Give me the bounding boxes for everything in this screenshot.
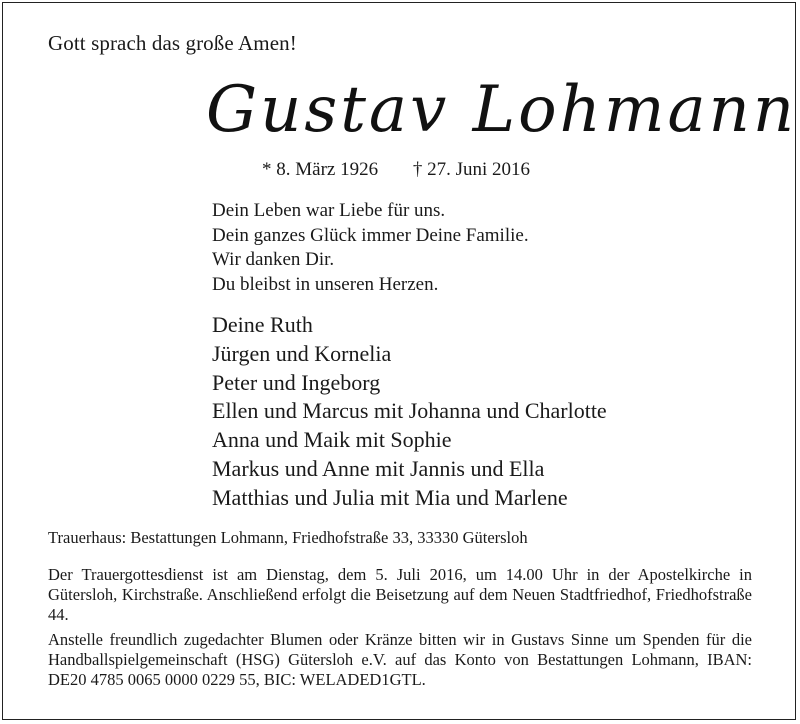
donation-info: Anstelle freundlich zugedachter Blumen oder Kränze bitten wir in Gustavs Sinne um Spenden für die Handballspielgemeinschaft (HSG) Gütersloh e.V. auf das Konto von Bestattungen Lohmann, IBAN: DE20 4785 0065 0000 0229 55, BIC: WELADED1GTL. <box>48 630 752 689</box>
motto: Gott sprach das große Amen! <box>48 31 297 55</box>
poem-line: Wir danken Dir. <box>212 249 335 270</box>
mourner-line: Matthias und Julia mit Mia und Marlene <box>212 484 568 510</box>
death-date: † 27. Juni 2016 <box>412 159 531 180</box>
funeral-home-address: Trauerhaus: Bestattungen Lohmann, Friedhofstraße 33, 33330 Gütersloh <box>48 528 528 547</box>
mourner-line: Ellen und Marcus mit Johanna und Charlotte <box>212 398 607 424</box>
poem-line: Du bleibst in unseren Herzen. <box>212 273 439 295</box>
mourners-list <box>212 311 607 513</box>
deceased-name: Gustav Lohmann <box>206 73 798 147</box>
poem <box>212 199 529 297</box>
life-dates <box>262 159 530 181</box>
mourner-line: Markus und Anne mit Jannis und Ella <box>212 455 545 481</box>
poem-line: Dein Leben war Liebe für uns. <box>212 200 446 221</box>
mourner-line: Deine Ruth <box>212 312 313 337</box>
birth-date: * 8. März 1926 <box>262 159 379 180</box>
poem-line: Dein ganzes Glück immer Deine Familie. <box>212 224 529 246</box>
mourner-line: Jürgen und Kornelia <box>212 340 392 366</box>
mourner-line: Anna und Maik mit Sophie <box>212 427 452 453</box>
mourner-line: Peter und Ingeborg <box>212 369 381 395</box>
service-info: Der Trauergottesdienst ist am Dienstag, dem 5. Juli 2016, um 14.00 Uhr in der Apostelkirche in Gütersloh, Kirchstraße. Anschließend erfolgt die Beisetzung auf dem Neuen Stadtfriedhof, Friedhofstraße 44. <box>48 565 752 624</box>
